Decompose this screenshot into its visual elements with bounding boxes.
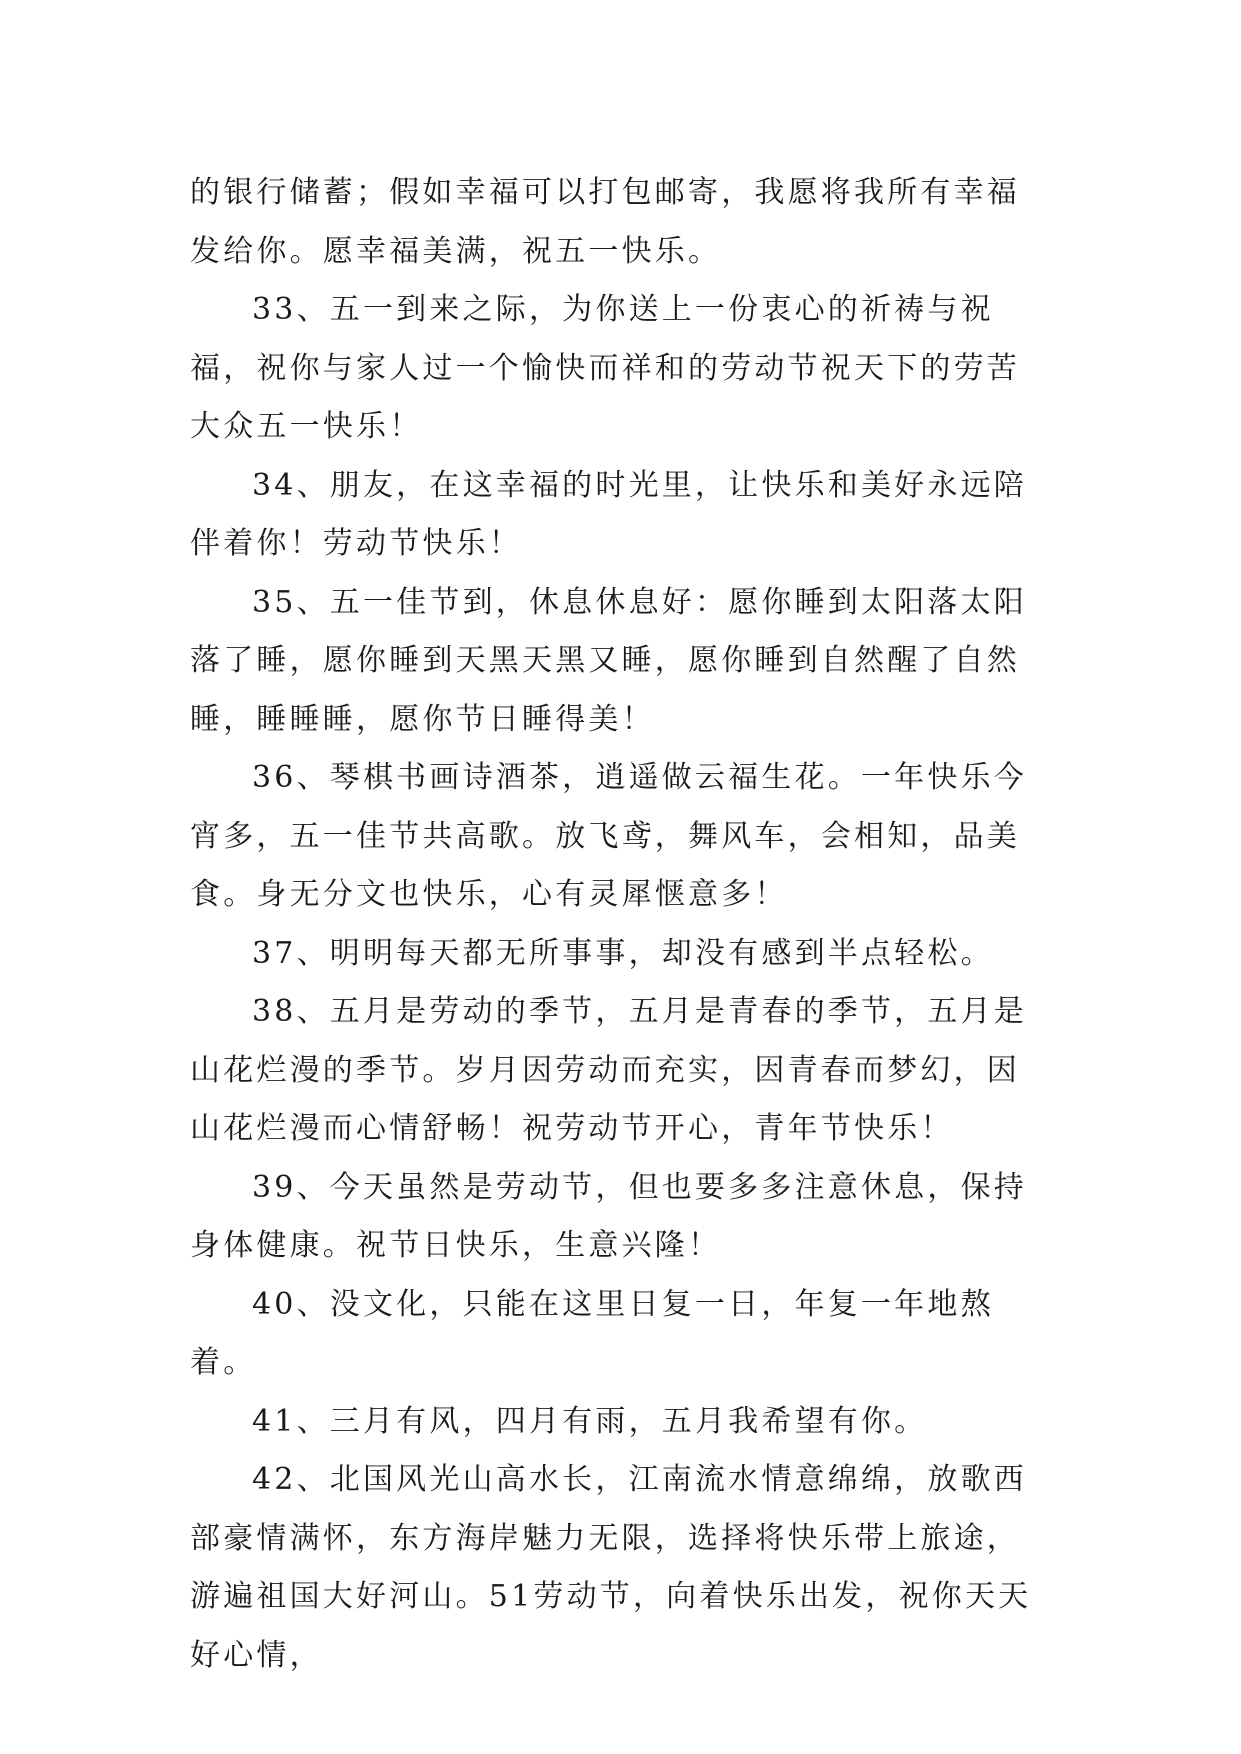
- paragraph-34: 34、朋友，在这幸福的时光里，让快乐和美好永远陪伴着你！劳动节快乐！: [190, 467, 1027, 561]
- paragraph-38: 38、五月是劳动的季节，五月是青春的季节，五月是山花烂漫的季节。岁月因劳动而充实，因青春而梦幻，因山花烂漫而心情舒畅！祝劳动节开心，青年节快乐！: [190, 994, 1027, 1146]
- paragraph-continuation: 的银行储蓄；假如幸福可以打包邮寄，我愿将我所有幸福发给你。愿幸福美满，祝五一快乐。: [190, 175, 1020, 269]
- paragraph-35: 35、五一佳节到，休息休息好：愿你睡到太阳落太阳落了睡，愿你睡到天黑天黑又睡，愿你睡到自然醒了自然睡，睡睡睡，愿你节日睡得美！: [190, 584, 1027, 737]
- paragraph-36: 36、琴棋书画诗酒茶，逍遥做云福生花。一年快乐今宵多，五一佳节共高歌。放飞鸢，舞风车，会相知，品美食。身无分文也快乐，心有灵犀惬意多！: [190, 760, 1027, 912]
- paragraph-39: 39、今天虽然是劳动节，但也要多多注意休息，保持身体健康。祝节日快乐，生意兴隆！: [190, 1169, 1027, 1263]
- document-body: [190, 164, 1052, 1685]
- paragraph-42: 42、北国风光山高水长，江南流水情意绵绵，放歌西部豪情满怀，东方海岸魅力无限，选择将快乐带上旅途，游遍祖国大好河山。51劳动节，向着快乐出发，祝你天天好心情，: [190, 1462, 1032, 1673]
- paragraph-41: 41、三月有风，四月有雨，五月我希望有你。: [252, 1403, 928, 1439]
- paragraph-33: 33、五一到来之际，为你送上一份衷心的祈祷与祝福，祝你与家人过一个愉快而祥和的劳动节祝天下的劳苦大众五一快乐！: [190, 292, 1020, 444]
- paragraph-40: 40、没文化，只能在这里日复一日，年复一年地熬着。: [190, 1286, 994, 1380]
- paragraph-37: 37、明明每天都无所事事，却没有感到半点轻松。: [252, 935, 994, 971]
